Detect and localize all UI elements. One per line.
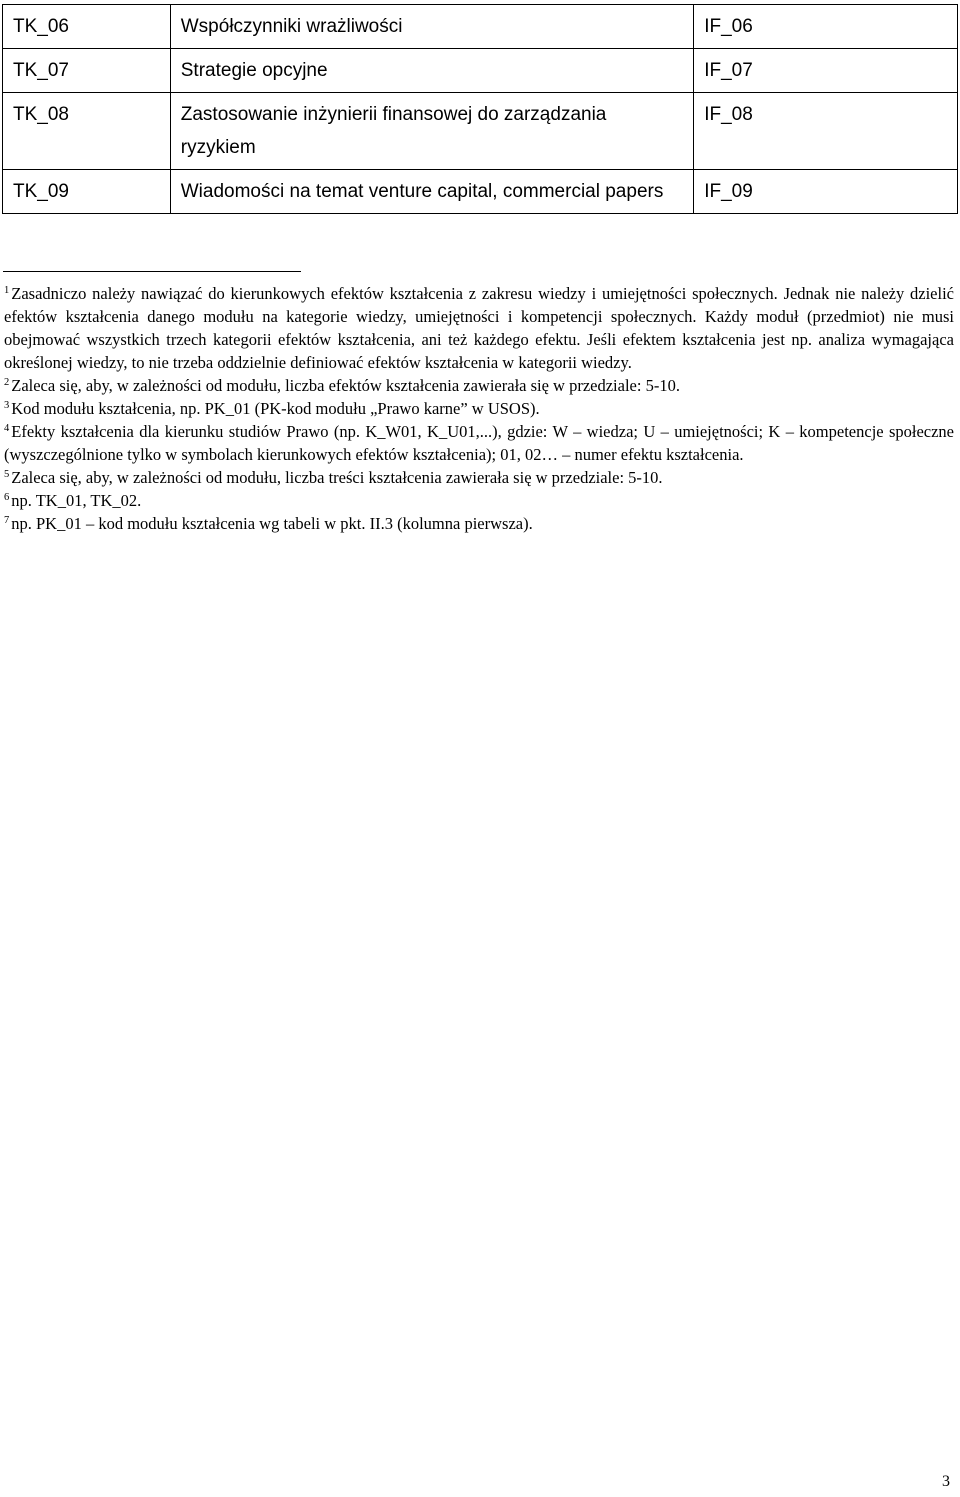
footnote — [4, 489, 954, 512]
footnote-number: 6 — [4, 492, 10, 503]
outcome-ref-cell: IF_06 — [694, 5, 958, 49]
content-table — [2, 4, 958, 214]
outcome-ref-cell: IF_09 — [694, 170, 958, 214]
content-description-cell: Strategie opcyjne — [170, 49, 693, 93]
footnote-number: 7 — [4, 515, 10, 526]
footnote-number: 2 — [4, 377, 10, 388]
content-description-cell: Zastosowanie inżynierii finansowej do zarządzania ryzykiem — [170, 93, 693, 170]
table-row — [3, 93, 958, 170]
footnote — [4, 466, 954, 489]
footnote — [4, 282, 954, 374]
footnote-text: Efekty kształcenia dla kierunku studiów Prawo (np. K_W01, K_U01,...), gdzie: W – wiedza; U – umiejętności; K – kompetencje społeczne (wyszczególnione tylko w symbolach kierunkowych efektów kształcenia); 01, 02… – numer efektu kształcenia. — [4, 422, 954, 464]
table-row — [3, 49, 958, 93]
footnote-number: 3 — [4, 400, 10, 411]
footnote-separator — [3, 271, 301, 272]
footnote-text: Zaleca się, aby, w zależności od modułu, liczba efektów kształcenia zawierała się w przedziale: 5-10. — [11, 376, 680, 395]
footnote-text: Zasadniczo należy nawiązać do kierunkowych efektów kształcenia z zakresu wiedzy i umiejętności społecznych. Jednak nie należy dzielić efektów kształcenia danego modułu na kategorie wiedzy, umiejętności i kompetencji społecznych. Każdy moduł (przedmiot) nie musi obejmować wszystkich trzech kategorii efektów kształcenia, ani też każdego efektu. Jeśli efektem kształcenia jest np. analiza wymagająca określonej wiedzy, to nie trzeba oddzielnie definiować efektów kształcenia w kategorii wiedzy. — [4, 284, 954, 372]
footnote-text: Kod modułu kształcenia, np. PK_01 (PK-kod modułu „Prawo karne” w USOS). — [11, 399, 540, 418]
footnote-number: 1 — [4, 285, 10, 296]
footnote — [4, 397, 954, 420]
table-row — [3, 5, 958, 49]
footnote-number: 5 — [4, 469, 10, 480]
footnote — [4, 512, 954, 535]
footnotes — [4, 282, 954, 535]
content-description-cell: Współczynniki wrażliwości — [170, 5, 693, 49]
content-code-cell: TK_07 — [3, 49, 171, 93]
content-code-cell: TK_06 — [3, 5, 171, 49]
footnote — [4, 374, 954, 397]
footnote-text: np. TK_01, TK_02. — [11, 491, 142, 510]
content-description-cell: Wiadomości na temat venture capital, commercial papers — [170, 170, 693, 214]
content-code-cell: TK_08 — [3, 93, 171, 170]
footnote-text: np. PK_01 – kod modułu kształcenia wg tabeli w pkt. II.3 (kolumna pierwsza). — [11, 514, 533, 533]
content-code-cell: TK_09 — [3, 170, 171, 214]
outcome-ref-cell: IF_07 — [694, 49, 958, 93]
footnote-text: Zaleca się, aby, w zależności od modułu, liczba treści kształcenia zawierała się w przedziale: 5-10. — [11, 468, 663, 487]
footnote — [4, 420, 954, 466]
page-number: 3 — [942, 1473, 950, 1490]
outcome-ref-cell: IF_08 — [694, 93, 958, 170]
table-row — [3, 170, 958, 214]
footnote-number: 4 — [4, 423, 10, 434]
